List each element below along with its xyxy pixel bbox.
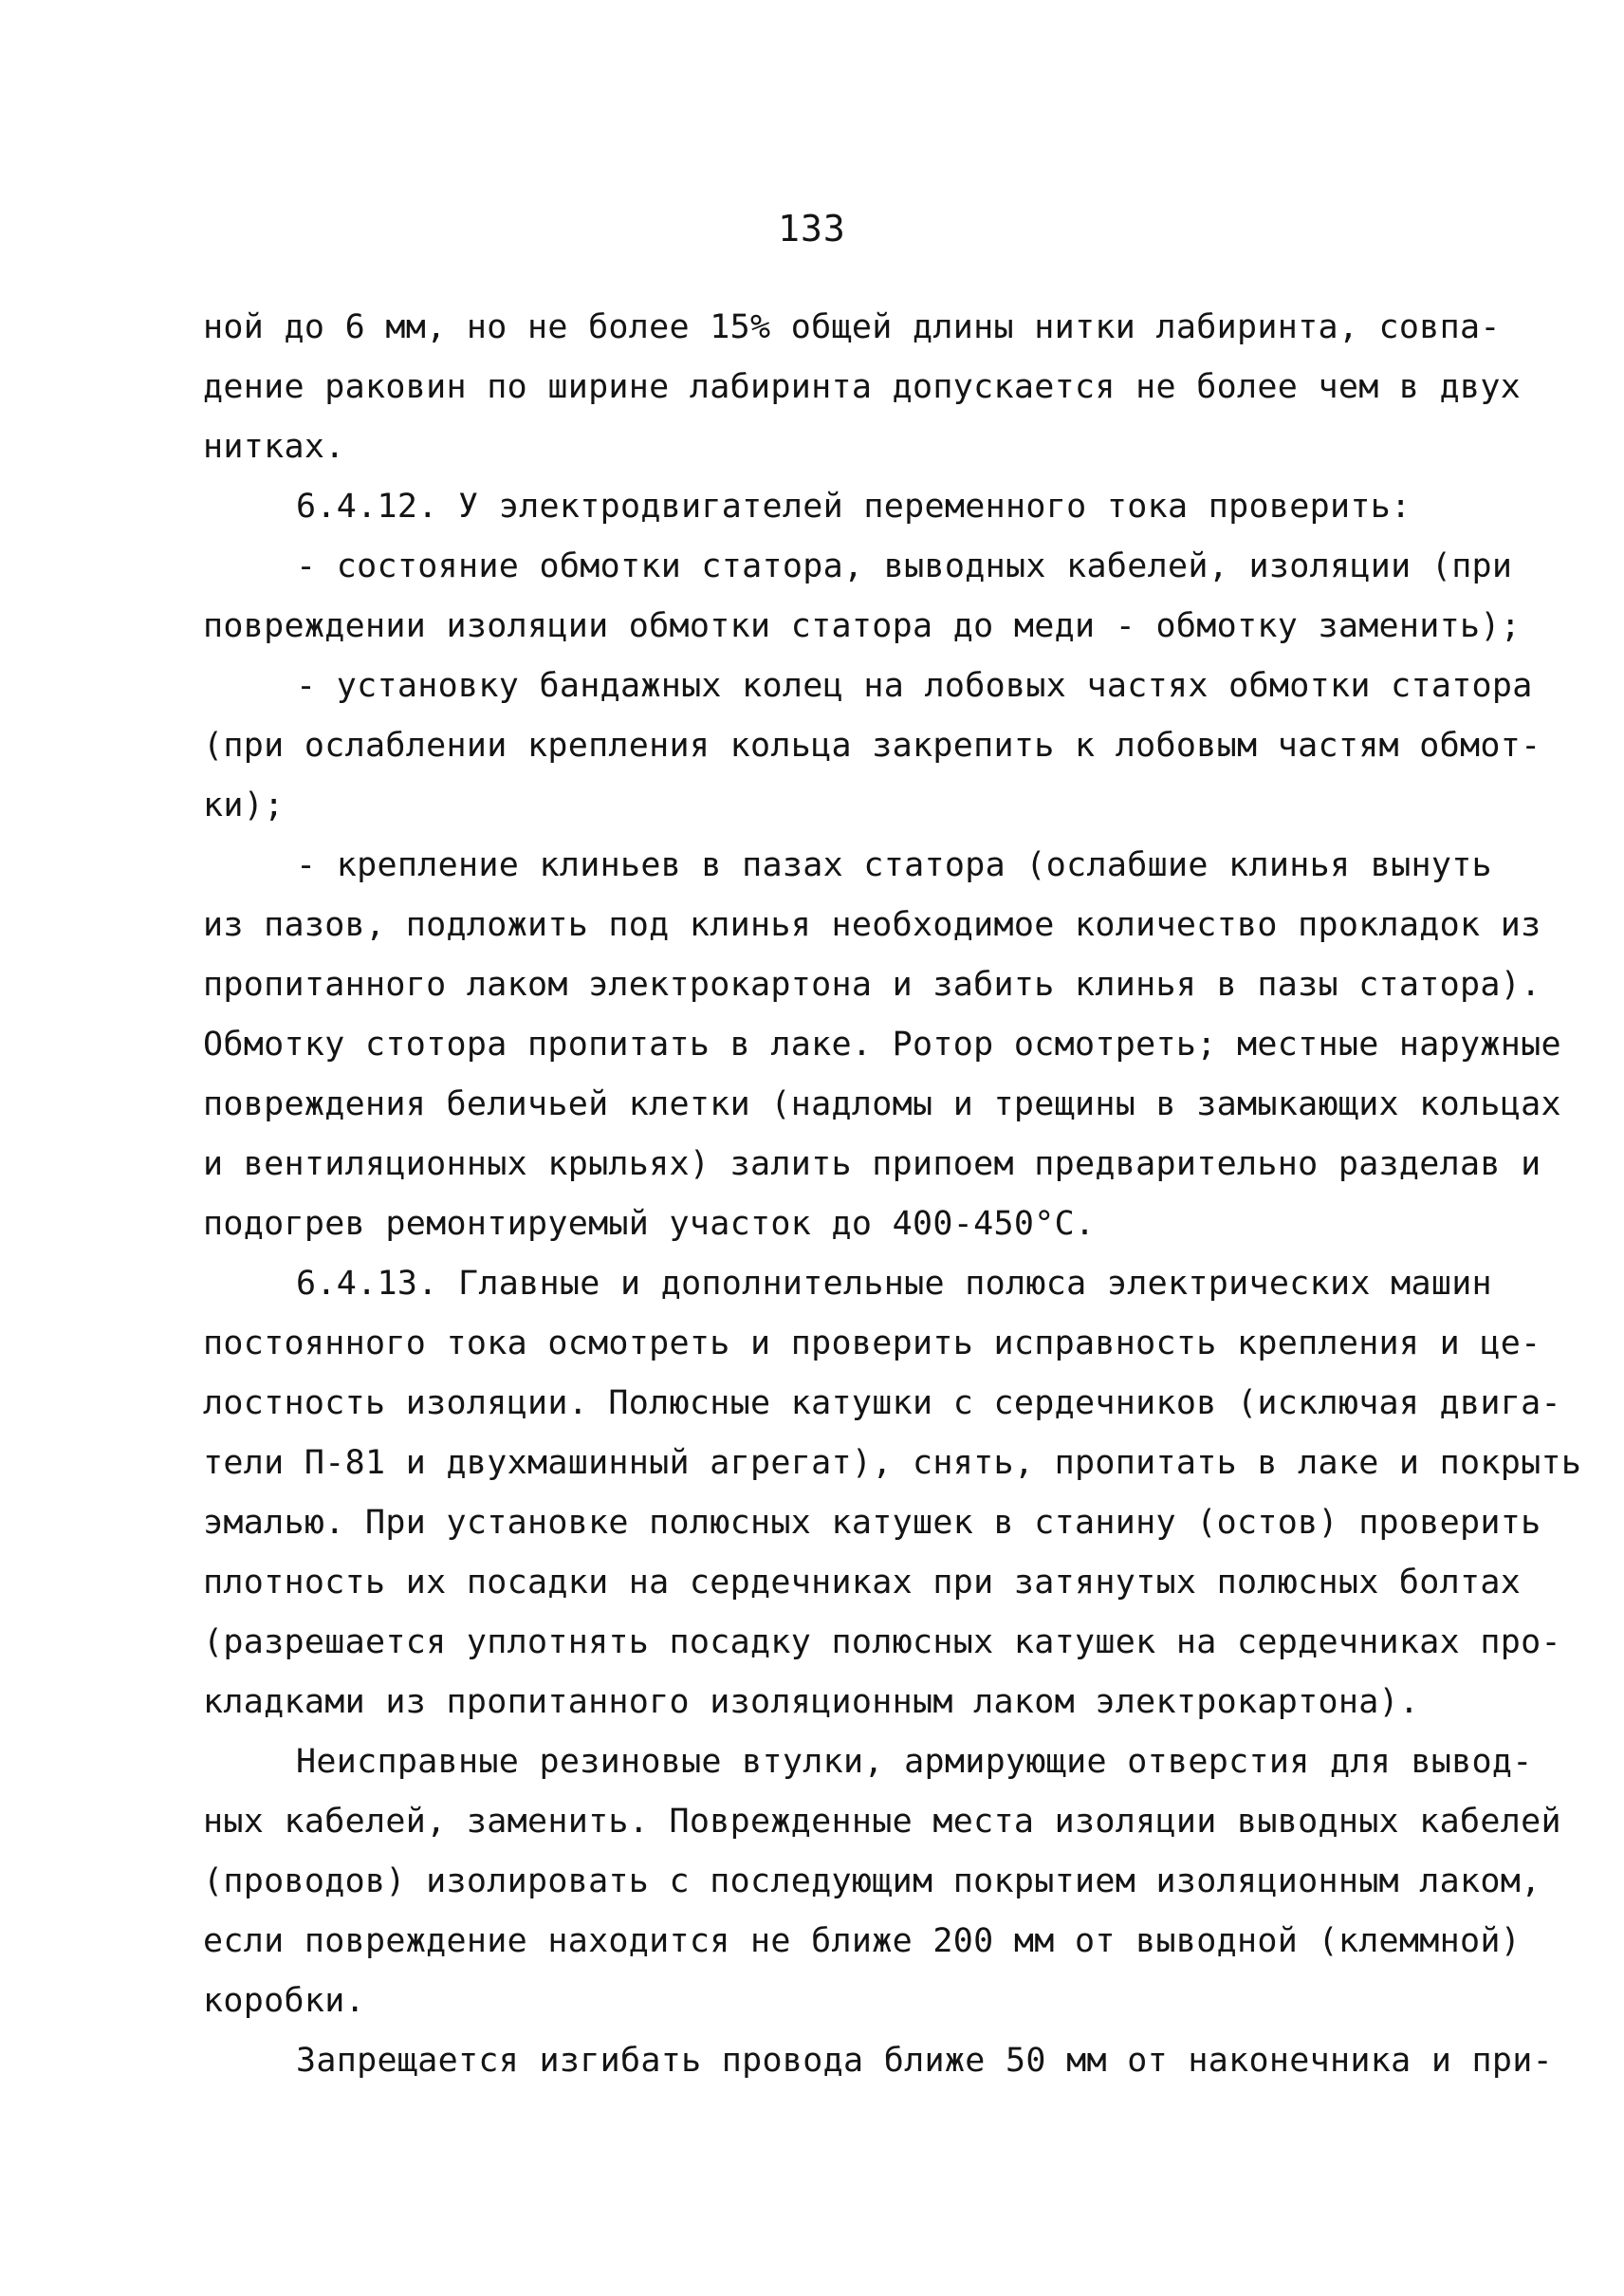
text-line: ной до 6 мм, но не более 15% общей длины нитки лабиринта, совпа- — [203, 308, 1501, 346]
section-heading-6-4-12: 6.4.12. У электродвигателей переменного тока проверить: — [296, 488, 1412, 526]
list-item-line: - установку бандажных колец на лобовых частях обмотки статора — [296, 667, 1533, 705]
text-line: подогрев ремонтируемый участок до 400-450°С. — [203, 1205, 1096, 1243]
text-line: эмалью. При установке полюсных катушек в станину (остов) проверить — [203, 1504, 1541, 1542]
text-line: если повреждение находится не ближе 200 мм от выводной (клеммной) — [203, 1922, 1522, 1960]
text-line: кладками из пропитанного изоляционным лаком электрокартона). — [203, 1683, 1420, 1721]
page-number: 133 — [778, 208, 846, 250]
text-line: Обмотку стотора пропитать в лаке. Ротор осмотреть; местные наружные — [203, 1026, 1561, 1064]
text-line: (при ослаблении крепления кольца закрепить к лобовым частям обмот- — [203, 727, 1541, 765]
text-line: лостность изоляции. Полюсные катушки с сердечников (исключая двига- — [203, 1384, 1561, 1422]
text-line: ных кабелей, заменить. Поврежденные места изоляции выводных кабелей — [203, 1803, 1561, 1841]
text-line: дение раковин по ширине лабиринта допускается не более чем в двух — [203, 368, 1522, 406]
text-line: пропитанного лаком электрокартона и забить клинья в пазы статора). — [203, 966, 1541, 1004]
text-line: ки); — [203, 787, 285, 824]
text-line: и вентиляционных крыльях) залить припоем предварительно разделав и — [203, 1145, 1541, 1183]
text-line: коробки. — [203, 1982, 365, 2020]
text-line: постоянного тока осмотреть и проверить исправность крепления и це- — [203, 1324, 1541, 1362]
section-heading-6-4-13: 6.4.13. Главные и дополнительные полюса электрических машин — [296, 1265, 1492, 1303]
list-item-line: - состояние обмотки статора, выводных кабелей, изоляции (при — [296, 547, 1513, 585]
list-item-line: - крепление клиньев в пазах статора (ослабшие клинья вынуть — [296, 846, 1492, 884]
text-line: плотность их посадки на сердечниках при затянутых полюсных болтах — [203, 1564, 1522, 1602]
text-line: повреждении изоляции обмотки статора до меди - обмотку заменить); — [203, 607, 1522, 645]
paragraph-start-line: Запрещается изгибать провода ближе 50 мм от наконечника и при- — [296, 2042, 1554, 2080]
text-line: тели П-81 и двухмашинный агрегат), снять, пропитать в лаке и покрыть — [203, 1444, 1582, 1482]
text-line: из пазов, подложить под клинья необходимое количество прокладок из — [203, 906, 1541, 944]
text-line: нитках. — [203, 428, 345, 466]
text-line: (проводов) изолировать с последующим покрытием изоляционным лаком, — [203, 1862, 1541, 1900]
paragraph-start-line: Неисправные резиновые втулки, армирующие отверстия для вывод- — [296, 1743, 1533, 1781]
text-body — [203, 298, 1582, 2091]
text-line: (разрешается уплотнять посадку полюсных катушек на сердечниках про- — [203, 1623, 1561, 1661]
text-line: повреждения беличьей клетки (надломы и трещины в замыкающих кольцах — [203, 1085, 1561, 1123]
